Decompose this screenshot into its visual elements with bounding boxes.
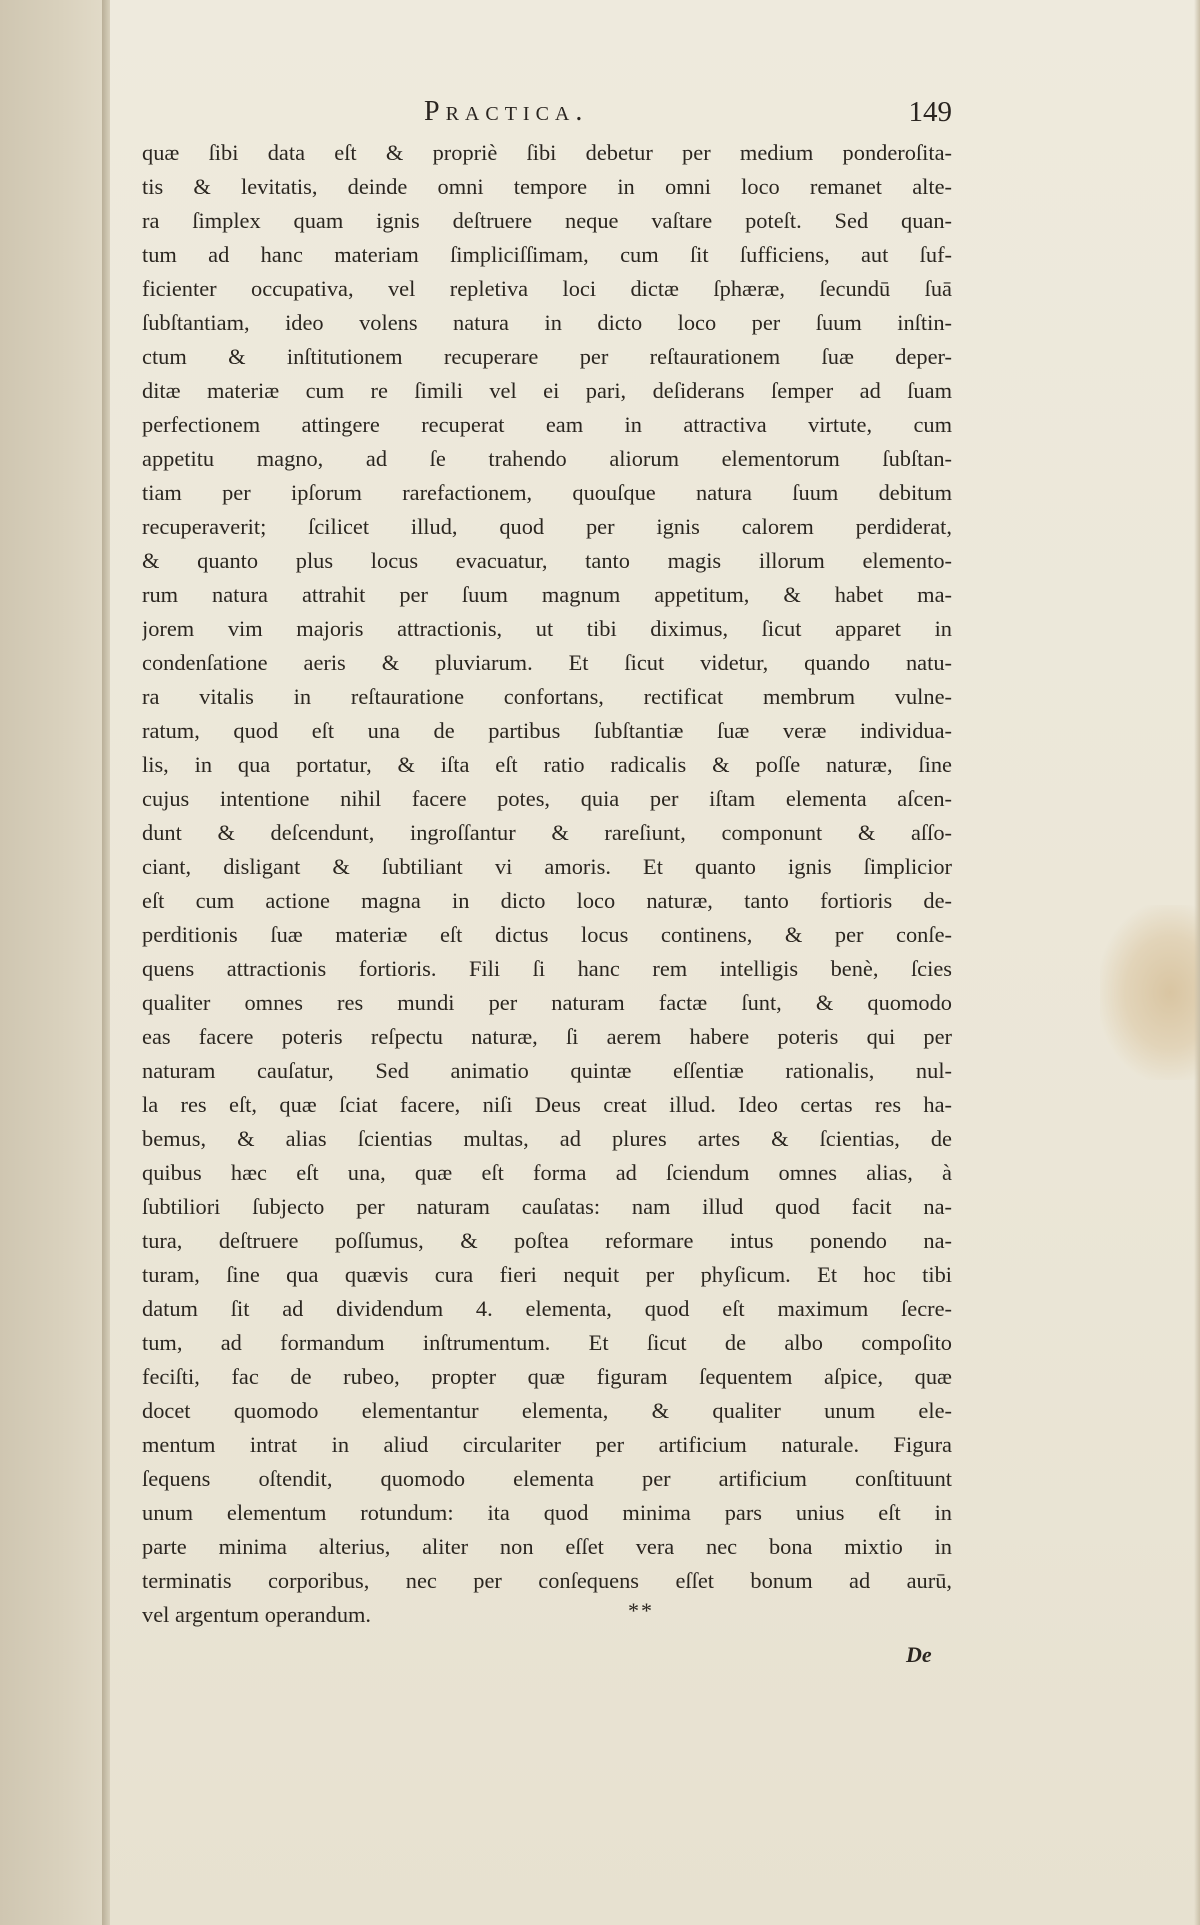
text-line: bemus, & alias ſcientias multas, ad plures artes & ſcientias, de: [142, 1126, 952, 1151]
text-line: ra ſimplex quam ignis deſtruere neque vaſtare poteſt. Sed quan-: [142, 208, 952, 233]
text-line: ciant, disligant & ſubtiliant vi amoris. Et quanto ignis ſimplicior: [142, 854, 952, 879]
text-line: ſubſtantiam, ideo volens natura in dicto loco per ſuum inſtin-: [142, 310, 952, 335]
text-line: perfectionem attingere recuperat eam in attractiva virtute, cum: [142, 412, 952, 437]
running-title: Practica.: [424, 96, 589, 127]
text-line: cujus intentione nihil facere potes, quia per iſtam elementa aſcen-: [142, 786, 952, 811]
text-line: ratum, quod eſt una de partibus ſubſtantiæ ſuæ veræ individua-: [142, 718, 952, 743]
text-line: rum natura attrahit per ſuum magnum appetitum, & habet ma-: [142, 582, 952, 607]
text-line: vel argentum operandum.: [142, 1602, 372, 1627]
text-line: naturam cauſatur, Sed animatio quintæ eſſentiæ rationalis, nul-: [142, 1058, 952, 1083]
text-line: eas facere poteris reſpectu naturæ, ſi aerem habere poteris qui per: [142, 1024, 952, 1049]
text-line: & quanto plus locus evacuatur, tanto magis illorum elemento-: [142, 548, 952, 573]
text-line: datum ſit ad dividendum 4. elementa, quod eſt maximum ſecre-: [142, 1296, 952, 1321]
text-line: unum elementum rotundum: ita quod minima pars unius eſt in: [142, 1500, 952, 1525]
text-line: docet quomodo elementantur elementa, & qualiter unum ele-: [142, 1398, 952, 1423]
text-line: appetitu magno, ad ſe trahendo aliorum elementorum ſubſtan-: [142, 446, 952, 471]
text-line: quens attractionis fortioris. Fili ſi hanc rem intelligis benè, ſcies: [142, 956, 952, 981]
text-line: recuperaverit; ſcilicet illud, quod per ignis calorem perdiderat,: [142, 514, 952, 539]
text-line: ctum & inſtitutionem recuperare per reſtaurationem ſuæ deper-: [142, 344, 952, 369]
page-edge: [1194, 0, 1200, 1925]
text-line: condenſatione aeris & pluviarum. Et ſicut videtur, quando natu-: [142, 650, 952, 675]
text-line: tura, deſtruere poſſumus, & poſtea reformare intus ponendo na-: [142, 1228, 952, 1253]
text-line: ſubtiliori ſubjecto per naturam cauſatas: nam illud quod facit na-: [142, 1194, 952, 1219]
text-line: turam, ſine qua quævis cura fieri nequit per phyſicum. Et hoc tibi: [142, 1262, 952, 1287]
text-line: quæ ſibi data eſt & propriè ſibi debetur per medium ponderoſita-: [142, 140, 952, 165]
body-text: [142, 136, 952, 1632]
page-fold-shadow: [102, 0, 110, 1925]
paper-stain: [1100, 905, 1200, 1080]
text-line: eſt cum actione magna in dicto loco naturæ, tanto fortioris de-: [142, 888, 952, 913]
text-line: feciſti, fac de rubeo, propter quæ figuram ſequentem aſpice, quæ: [142, 1364, 952, 1389]
text-line: lis, in qua portatur, & iſta eſt ratio radicalis & poſſe naturæ, ſine: [142, 752, 952, 777]
text-line: tum ad hanc materiam ſimpliciſſimam, cum ſit ſufficiens, aut ſuf-: [142, 242, 952, 267]
text-line: ficienter occupativa, vel repletiva loci dictæ ſphæræ, ſecundū ſuā: [142, 276, 952, 301]
text-line: parte minima alterius, aliter non eſſet vera nec bona mixtio in: [142, 1534, 952, 1559]
ornament-asterisks: **: [628, 1598, 654, 1623]
text-line: ſequens oſtendit, quomodo elementa per artificium conſtituunt: [142, 1466, 952, 1491]
text-line: jorem vim majoris attractionis, ut tibi diximus, ſicut apparet in: [142, 616, 952, 641]
text-line: perditionis ſuæ materiæ eſt dictus locus continens, & per conſe-: [142, 922, 952, 947]
text-line: ra vitalis in reſtauratione confortans, rectificat membrum vulne-: [142, 684, 952, 709]
catchword: De: [906, 1642, 932, 1667]
text-line: mentum intrat in aliud circulariter per artificium naturale. Figura: [142, 1432, 952, 1457]
text-line: dunt & deſcendunt, ingroſſantur & rareſiunt, componunt & aſſo-: [142, 820, 952, 845]
book-gutter: [0, 0, 112, 1925]
text-line: tiam per ipſorum rarefactionem, quouſque natura ſuum debitum: [142, 480, 952, 505]
text-line: tis & levitatis, deinde omni tempore in omni loco remanet alte-: [142, 174, 952, 199]
text-line: la res eſt, quæ ſciat facere, niſi Deus creat illud. Ideo certas res ha-: [142, 1092, 952, 1117]
text-line: ditæ materiæ cum re ſimili vel ei pari, deſiderans ſemper ad ſuam: [142, 378, 952, 403]
text-line: qualiter omnes res mundi per naturam factæ ſunt, & quomodo: [142, 990, 952, 1015]
text-line: quibus hæc eſt una, quæ eſt forma ad ſciendum omnes alias, à: [142, 1160, 952, 1185]
page-header: [142, 96, 952, 136]
text-line: tum, ad formandum inſtrumentum. Et ſicut de albo compoſito: [142, 1330, 952, 1355]
page-number: 149: [908, 96, 952, 128]
text-line: terminatis corporibus, nec per conſequens eſſet bonum ad aurū,: [142, 1568, 952, 1593]
